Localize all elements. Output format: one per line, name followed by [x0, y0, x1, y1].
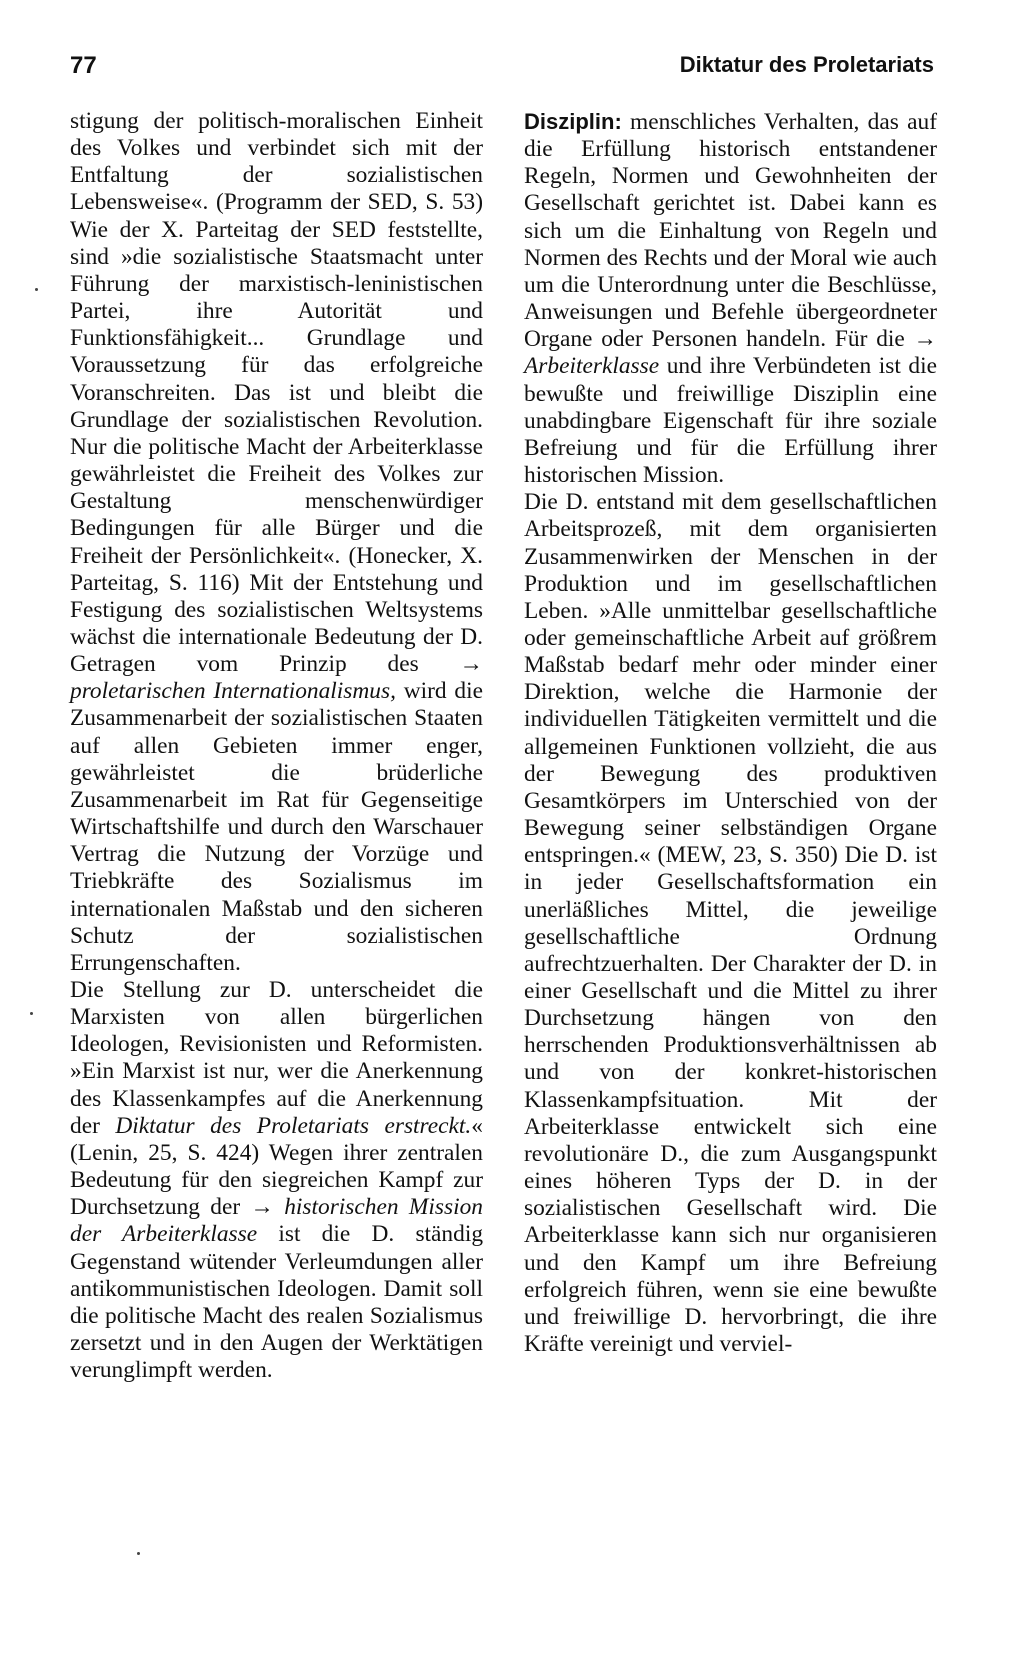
paragraph — [70, 108, 483, 977]
cross-reference[interactable]: proletarischen Internationalismus, — [70, 678, 396, 705]
page-header — [70, 52, 934, 88]
cross-reference[interactable]: historischen Mission der Arbeiterklasse — [70, 1194, 483, 1248]
paragraph — [70, 977, 483, 1384]
right-column — [524, 108, 937, 1358]
running-head: Diktatur des Proletariats — [679, 52, 934, 77]
paragraph: Die D. entstand mit dem gesellschaftlichen Arbeitsprozeß, mit dem organisierten Zusammenwirken der Menschen in der Produktion und im gesellschaftlichen Leben. »Alle unmittelbar gesellschaftliche oder gemeinschaftliche Arbeit auf größrem Maßstab bedarf mehr oder minder einer Direktion, welche die Harmonie der individuellen Tätigkeiten vermittelt und die allgemeinen Funktionen vollzieht, die aus der Bewegung des produktiven Gesamtkörpers im Unterschied von der Bewegung seiner selbständigen Organe entspringen.« (MEW, 23, S. 350) Die D. ist in jeder Gesellschaftsformation ein unerläßliches Mittel, die jeweilige gesellschaftliche Ordnung aufrechtzuerhalten. Der Charakter der D. in einer Gesellschaft und die Mittel zu ihrer Durchsetzung hängen von den herrschenden Produktionsverhältnissen ab und von der konkret-historischen Klassenkampfsituation. Mit der Arbeiterklasse entwickelt sich eine revolutionäre D., die zum Ausgangspunkt eines höheren Typs der D. in der sozialistischen Gesellschaft wird. Die Arbeiterklasse kann sich nur organisieren und den Kampf um ihre Befreiung erfolgreich führen, wenn sie eine bewußte und freiwillige D. hervorbringt, die ihre Kräfte vereinigt und verviel- — [524, 489, 937, 1358]
text-run: « (Lenin, 25, S. 424) Wegen ihrer zentralen Bedeutung für den siegreichen Kampf zur Durchsetzung der — [70, 1112, 483, 1221]
text-run: und ihre Verbündeten ist die bewußte und freiwillige Disziplin eine unabdingbare Eigenschaft für ihre soziale Befreiung und für die Erfüllung ihrer historischen Mission. — [524, 353, 937, 489]
text-run: menschliches Verhalten, das auf die Erfüllung historisch entstandener Regeln, Normen und Gewohnheiten der Gesellschaft gerichtet ist. Dabei kann es sich um die Einhaltung von Regeln und Normen des Rechts und der Moral wie auch um die Unterordnung unter die Beschlüsse, Anweisungen und Befehle übergeordneter Organe oder Personen handeln. Für die — [524, 109, 937, 353]
entry-headword: Disziplin: — [524, 109, 622, 134]
cross-reference[interactable]: Arbeiterklasse — [524, 353, 660, 380]
dictionary-entry — [524, 108, 937, 489]
scan-speck — [35, 288, 38, 291]
text-run: Die Stellung zur D. unterscheidet die Marxisten von allen bürgerlichen Ideologen, Revisionisten und Reformisten. »Ein Marxist ist nur, wer die Anerkennung des Klassenkampfes auf die Anerkennung der — [70, 977, 483, 1139]
text-run: stigung der politisch-moralischen Einheit des Volkes und verbindet sich mit der Entfaltung der sozialistischen Lebensweise«. (Programm der SED, S. 53) Wie der X. Parteitag der SED feststellte, sind »die sozialistische Staatsmacht unter Führung der marxistisch-leninistischen Partei, ihre Autorität und Funktionsfähigkeit... Grundlage und Voraussetzung für das erfolgreiche Voranschreiten. Das ist und bleibt die Grundlage der sozialistischen Revolution. Nur die politische Macht der Arbeiterklasse gewährleistet die Freiheit des Volkes zur Gestaltung menschenwürdiger Bedingungen für alle Bürger und die Freiheit der Persönlichkeit«. (Honecker, X. Parteitag, S. 116) Mit der Entstehung und Festigung des sozialistischen Weltsystems wächst die internationale Bedeutung der D. Getragen vom Prinzip des — [70, 108, 483, 678]
cross-reference-arrow-icon: → — [459, 651, 483, 678]
cross-reference-arrow-icon: → — [250, 1194, 274, 1221]
italic-emphasis: Diktatur des Proletariats erstreckt. — [115, 1112, 472, 1139]
text-run: ist die D. ständig Gegenstand wütender Verleumdungen aller antikommunistischen Ideologen. Damit soll die politische Macht des realen Sozialismus zersetzt und in den Augen der Werktätigen verunglimpft werden. — [70, 1221, 484, 1384]
page-number: 77 — [70, 52, 97, 79]
left-column — [70, 108, 483, 1384]
scan-speck — [137, 1552, 140, 1555]
cross-reference-arrow-icon: → — [913, 326, 937, 353]
text-run: wird die Zusammenarbeit der sozialistischen Staaten auf allen Gebieten immer enger, gewährleistet die brüderliche Zusammenarbeit im Rat für Gegenseitige Wirtschaftshilfe und durch den Warschauer Vertrag die Nutzung der Vorzüge und Triebkräfte des Sozialismus im internationalen Maßstab und den sicheren Schutz der sozialistischen Errungenschaften. — [70, 678, 483, 976]
scan-speck — [30, 1012, 33, 1015]
